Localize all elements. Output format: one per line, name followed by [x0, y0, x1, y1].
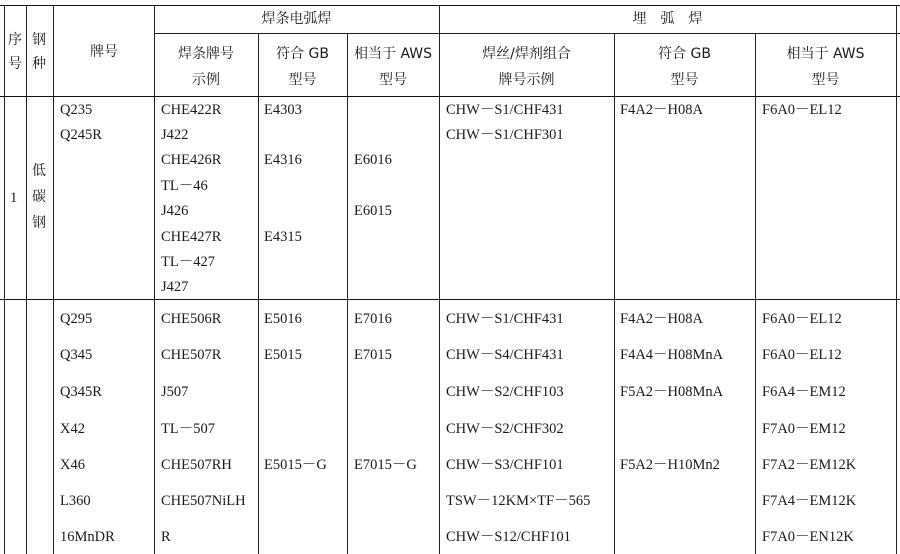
group1-electrode-1: J422 — [161, 127, 189, 143]
table-row-aws-saw: F7A4－EM12K — [762, 493, 857, 509]
group1-electrode-0: CHE422R — [161, 102, 222, 118]
group1-electrode-6: TL－427 — [161, 254, 215, 270]
col-rule-2 — [53, 5, 54, 554]
group1-electrode-7: J427 — [161, 279, 189, 295]
table-row-aws-smaw: E7015 — [354, 347, 392, 363]
header-saw-group: 埋 弧 焊 — [632, 11, 703, 27]
table-row-wireflux: TSW－12KM×TF－565 — [446, 493, 591, 509]
col-rule-8 — [755, 33, 756, 554]
header-gb-smaw-1: 符合 GB — [276, 46, 329, 62]
col-rule-5 — [347, 33, 348, 554]
group1-electrode-3: TL－46 — [161, 178, 208, 194]
table-row-aws-saw: F7A0－EN12K — [762, 529, 854, 545]
table-row-aws-saw: F7A2－EM12K — [762, 457, 857, 473]
group1-wireflux-0: CHW－S1/CHF431 — [446, 102, 564, 118]
table-row-wireflux: CHW－S1/CHF431 — [446, 311, 564, 327]
table-row-aws-saw: F6A0－EL12 — [762, 347, 842, 363]
group1-aws-saw-0: F6A0－EL12 — [762, 102, 842, 118]
group1-aws-smaw-1: E6015 — [354, 203, 392, 219]
header-wireflux-1: 焊丝/焊剂组合 — [482, 46, 571, 62]
table-row-wireflux: CHW－S4/CHF431 — [446, 347, 564, 363]
table-row-aws-saw: F6A0－EL12 — [762, 311, 842, 327]
header-electrode-2: 示例 — [192, 72, 220, 88]
header-steel-bottom: 种 — [32, 56, 46, 72]
table-row-grade: Q345 — [60, 347, 93, 363]
table-row-gb-saw: F5A2－H08MnA — [620, 384, 724, 400]
table-row-aws-saw: F6A4－EM12 — [762, 384, 846, 400]
table-row-grade: X42 — [60, 421, 85, 437]
header-gb-saw-2: 型号 — [670, 72, 699, 88]
col-rule-0 — [4, 5, 5, 554]
table-row-grade: L360 — [60, 493, 91, 509]
header-electrode-1: 焊条牌号 — [178, 46, 234, 62]
header-aws-saw-1: 相当于 AWS — [786, 46, 865, 62]
header-seq-top: 序 — [8, 32, 22, 48]
group1-steel-char-0: 低 — [32, 163, 46, 179]
table-row-aws-smaw: E7015－G — [354, 457, 417, 473]
group1-grade-0: Q235 — [60, 102, 93, 118]
table-row-gb-saw: F4A2－H08A — [620, 311, 703, 327]
group1-seq: 1 — [10, 190, 18, 206]
table-row-gb-smaw: E5015－G — [264, 457, 327, 473]
table-row-electrode: R — [161, 529, 171, 545]
table-row-gb-saw: F4A4－H08MnA — [620, 347, 724, 363]
group1-electrode-4: J426 — [161, 203, 189, 219]
header-steel-top: 钢 — [32, 32, 46, 48]
table-row-electrode: CHE507RH — [161, 457, 232, 473]
col-rule-1 — [26, 5, 27, 554]
group1-steel-char-1: 碳 — [32, 189, 46, 205]
header-aws-saw-2: 型号 — [811, 72, 840, 88]
table-row-grade: X46 — [60, 457, 85, 473]
table-row-aws-saw: F7A0－EM12 — [762, 421, 846, 437]
col-rule-4 — [258, 33, 259, 554]
header-smaw-group: 焊条电弧焊 — [261, 11, 332, 27]
group1-electrode-5: CHE427R — [161, 229, 222, 245]
table-row-grade: 16MnDR — [60, 529, 115, 545]
table-row-electrode: TL－507 — [161, 421, 215, 437]
table-row-electrode: CHE507NiLH — [161, 493, 246, 509]
table-row-grade: Q295 — [60, 311, 93, 327]
table-row-wireflux: CHW－S12/CHF101 — [446, 529, 571, 545]
table-row-wireflux: CHW－S2/CHF302 — [446, 421, 564, 437]
table-row-gb-smaw: E5015 — [264, 347, 302, 363]
table-top-border — [0, 5, 900, 6]
table-row-gb-saw: F5A2－H10Mn2 — [620, 457, 720, 473]
group1-grade-1: Q245R — [60, 127, 102, 143]
table-row-grade: Q345R — [60, 384, 102, 400]
group1-gb-smaw-1: E4316 — [264, 152, 302, 168]
group1-electrode-2: CHE426R — [161, 152, 222, 168]
table-row-aws-smaw: E7016 — [354, 311, 392, 327]
header-sub-rule — [154, 33, 900, 34]
group1-aws-smaw-0: E6016 — [354, 152, 392, 168]
header-gb-saw-1: 符合 GB — [658, 46, 711, 62]
header-wireflux-2: 牌号示例 — [498, 72, 555, 88]
group1-gb-smaw-2: E4315 — [264, 229, 302, 245]
group1-steel-char-2: 钢 — [32, 215, 46, 231]
table-row-electrode: CHE507R — [161, 347, 222, 363]
col-rule-7 — [614, 33, 615, 554]
table-row-gb-smaw: E5016 — [264, 311, 302, 327]
header-aws-smaw-1: 相当于 AWS — [354, 46, 432, 62]
table-row-wireflux: CHW－S2/CHF103 — [446, 384, 564, 400]
header-gb-smaw-2: 型号 — [288, 72, 317, 88]
group-separator-rule — [0, 299, 900, 300]
table-row-wireflux: CHW－S3/CHF101 — [446, 457, 564, 473]
header-seq-bottom: 号 — [8, 56, 22, 72]
header-aws-smaw-2: 型号 — [379, 72, 407, 88]
group1-gb-smaw-0: E4303 — [264, 102, 302, 118]
col-rule-9 — [896, 5, 897, 554]
table-row-electrode: J507 — [161, 384, 189, 400]
group1-wireflux-1: CHW－S1/CHF301 — [446, 127, 564, 143]
header-grade: 牌号 — [90, 44, 118, 60]
group1-gb-saw-0: F4A2－H08A — [620, 102, 703, 118]
table-row-electrode: CHE506R — [161, 311, 222, 327]
header-bottom-rule — [0, 96, 900, 97]
